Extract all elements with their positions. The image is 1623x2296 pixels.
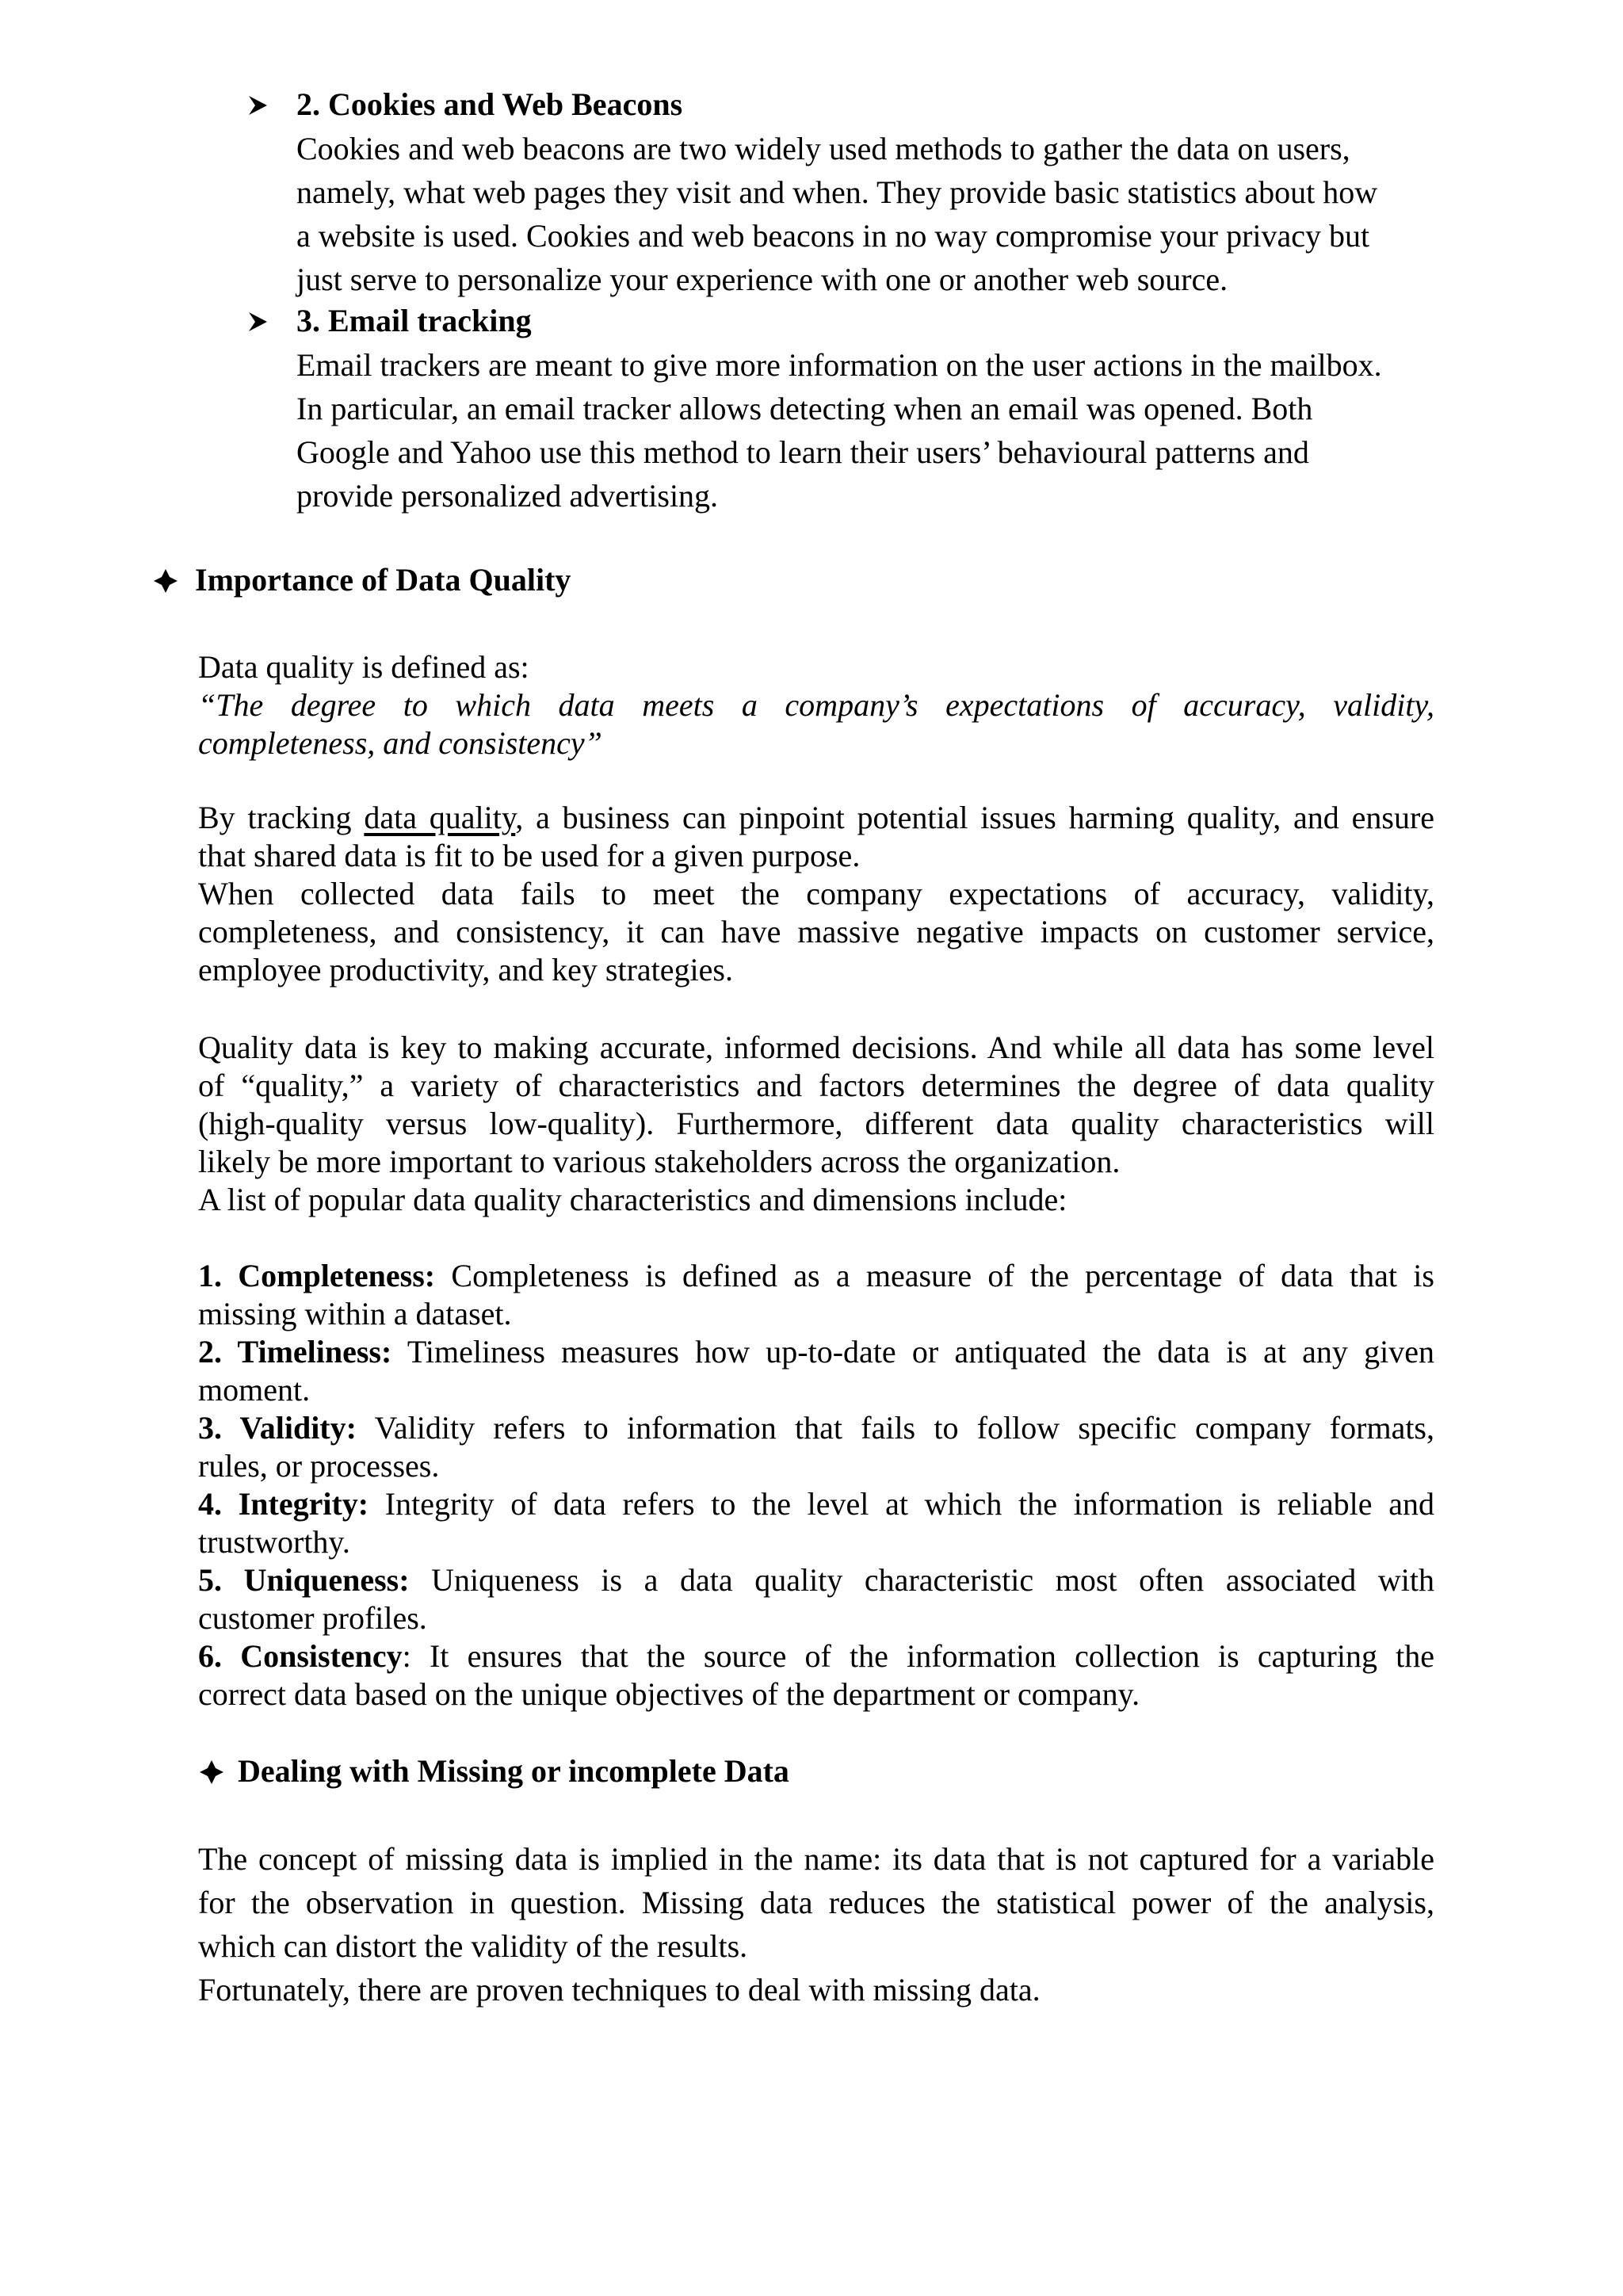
missing-paragraph-line: The concept of missing data is implied in the name: its data that is not captured for a variable	[198, 1841, 1434, 1877]
text-line: just serve to personalize your experience with one or another web source.	[296, 262, 1228, 297]
missing-data-heading: Dealing with Missing or incomplete Data	[238, 1753, 789, 1789]
characteristic-line	[198, 1257, 1434, 1294]
characteristic-line	[198, 1637, 1434, 1675]
text-line: Cookies and web beacons are two widely used methods to gather the data on users,	[296, 131, 1350, 166]
characteristic-line: missing within a dataset.	[198, 1296, 512, 1331]
email-tracking-title: 3. Email tracking	[296, 303, 532, 338]
characteristic-line: trustworthy.	[198, 1524, 350, 1560]
impact-paragraph-line: employee productivity, and key strategies.	[198, 952, 733, 988]
characteristic-label: 6. Consistency	[198, 1638, 403, 1674]
text-line: provide personalized advertising.	[296, 478, 719, 514]
text-span: By tracking	[198, 800, 365, 835]
characteristic-label: 2. Timeliness:	[198, 1334, 392, 1370]
impact-paragraph-line: When collected data fails to meet the company expectations of accuracy, validity,	[198, 876, 1434, 911]
quality-paragraph-line: Quality data is key to making accurate, informed decisions. And while all data has some level	[198, 1030, 1434, 1065]
diamond-bullet-icon	[198, 1759, 225, 1786]
text-line: a website is used. Cookies and web beacons in no way compromise your privacy but	[296, 218, 1370, 254]
missing-paragraph-line: which can distort the validity of the results.	[198, 1928, 748, 1964]
characteristic-line: moment.	[198, 1372, 311, 1408]
tracking-paragraph-line	[198, 799, 1434, 836]
characteristic-line: customer profiles.	[198, 1600, 427, 1636]
text-span: : It ensures that the source of the information collection is capturing the	[402, 1638, 1434, 1674]
cookies-title: 2. Cookies and Web Beacons	[296, 86, 683, 122]
definition-intro: Data quality is defined as:	[198, 649, 529, 685]
characteristic-label: 4. Integrity:	[198, 1486, 369, 1522]
impact-paragraph-line: completeness, and consistency, it can have massive negative impacts on customer service,	[198, 914, 1434, 949]
diamond-bullet-icon	[152, 567, 179, 594]
text-line: Email trackers are meant to give more information on the user actions in the mailbox.	[296, 347, 1382, 383]
characteristic-label: 5. Uniqueness:	[198, 1562, 410, 1598]
characteristic-line	[198, 1409, 1434, 1446]
arrow-bullet-icon	[246, 310, 269, 334]
characteristic-line: correct data based on the unique objectives of the department or company.	[198, 1676, 1140, 1712]
text-span: Validity refers to information that fails to follow specific company formats,	[356, 1410, 1434, 1446]
quality-paragraph-line: of “quality,” a variety of characteristics and factors determines the degree of data quality	[198, 1068, 1434, 1103]
data-quality-link[interactable]: data quality	[364, 800, 516, 835]
text-span: , a business can pinpoint potential issues harming quality, and ensure	[515, 800, 1435, 835]
text-line: Google and Yahoo use this method to learn their users’ behavioural patterns and	[296, 434, 1309, 470]
quality-paragraph-line: likely be more important to various stakeholders across the organization.	[198, 1144, 1121, 1179]
characteristics-intro: A list of popular data quality characteristics and dimensions include:	[198, 1182, 1067, 1217]
text-span: Completeness is defined as a measure of the percentage of data that is	[435, 1258, 1434, 1293]
text-line: In particular, an email tracker allows detecting when an email was opened. Both	[296, 391, 1313, 426]
characteristic-line	[198, 1485, 1434, 1522]
text-span: Uniqueness is a data quality characteristic most often associated with	[409, 1562, 1434, 1598]
definition-quote-line: completeness, and consistency”	[198, 725, 602, 761]
characteristic-line	[198, 1333, 1434, 1370]
missing-paragraph-line: Fortunately, there are proven techniques to deal with missing data.	[198, 1972, 1041, 2008]
characteristic-label: 3. Validity:	[198, 1410, 357, 1446]
tracking-paragraph-line: that shared data is fit to be used for a given purpose.	[198, 838, 861, 873]
missing-paragraph-line: for the observation in question. Missing data reduces the statistical power of the analysis,	[198, 1885, 1434, 1920]
quality-paragraph-line: (high-quality versus low-quality). Furthermore, different data quality characteristics will	[198, 1106, 1434, 1141]
definition-quote-line: “The degree to which data meets a company’s expectations of accuracy, validity,	[198, 687, 1434, 723]
data-quality-heading: Importance of Data Quality	[195, 562, 571, 598]
text-span: Integrity of data refers to the level at which the information is reliable and	[369, 1486, 1434, 1522]
characteristic-label: 1. Completeness:	[198, 1258, 436, 1293]
characteristic-line: rules, or processes.	[198, 1448, 440, 1484]
text-span: Timeliness measures how up-to-date or antiquated the data is at any given	[391, 1334, 1434, 1370]
characteristic-line	[198, 1561, 1434, 1599]
arrow-bullet-icon	[246, 94, 269, 117]
text-line: namely, what web pages they visit and when. They provide basic statistics about how	[296, 174, 1378, 210]
